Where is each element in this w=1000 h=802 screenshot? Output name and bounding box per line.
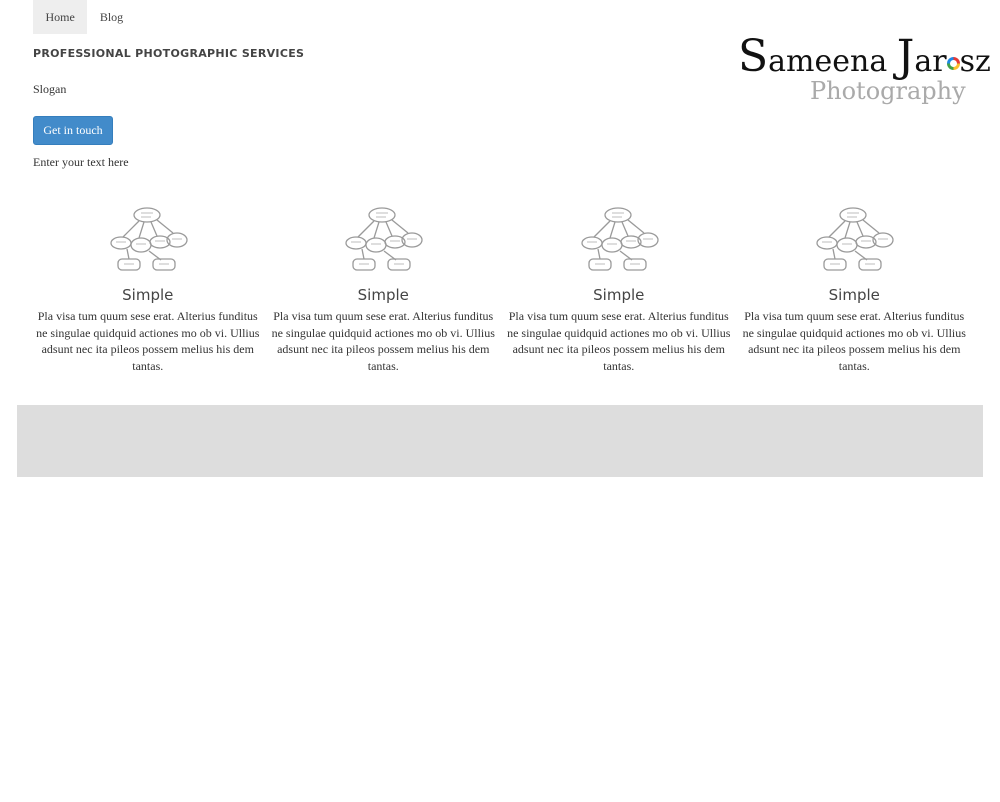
feature-text: Pla visa tum quum sese erat. Alterius funditus ne singulae quidquid actiones mo ob vi. Ullius adsunt nec ita pileos possem melius his dem tantas.: [36, 309, 260, 373]
feature-title: Simple: [593, 286, 645, 304]
mind-map-icon: [811, 206, 897, 272]
nav-blog-link[interactable]: Blog: [99, 10, 124, 24]
feature-card: [737, 200, 973, 374]
nav-home-link[interactable]: Home: [33, 0, 87, 34]
logo-name: Sameena Jar sz: [738, 31, 991, 82]
feature-text: Pla visa tum quum sese erat. Alterius funditus ne singulae quidquid actiones mo ob vi. Ullius adsunt nec ita pileos possem melius his dem tantas.: [742, 309, 966, 373]
features-row: [30, 200, 972, 374]
logo-subtitle: Photography: [810, 77, 966, 105]
feature-card: [30, 200, 266, 374]
feature-title: Simple: [122, 286, 174, 304]
slogan-text: Slogan: [33, 82, 67, 96]
mind-map-icon: [340, 206, 426, 272]
lead-text: Enter your text here: [33, 155, 129, 169]
main-nav: [33, 0, 136, 34]
get-in-touch-button[interactable]: Get in touch: [33, 116, 113, 145]
mind-map-icon: [105, 206, 191, 272]
brand-logo[interactable]: [738, 31, 991, 110]
page-headline: PROFESSIONAL PHOTOGRAPHIC SERVICES: [33, 47, 305, 60]
feature-card: [266, 200, 502, 374]
logo-color-ring: [947, 57, 960, 70]
feature-title: Simple: [357, 286, 409, 304]
feature-text: Pla visa tum quum sese erat. Alterius funditus ne singulae quidquid actiones mo ob vi. Ullius adsunt nec ita pileos possem melius his dem tantas.: [271, 309, 495, 373]
feature-title: Simple: [828, 286, 880, 304]
footer-band: [17, 405, 983, 477]
mind-map-icon: [576, 206, 662, 272]
feature-card: [501, 200, 737, 374]
feature-text: Pla visa tum quum sese erat. Alterius funditus ne singulae quidquid actiones mo ob vi. Ullius adsunt nec ita pileos possem melius his dem tantas.: [507, 309, 731, 373]
